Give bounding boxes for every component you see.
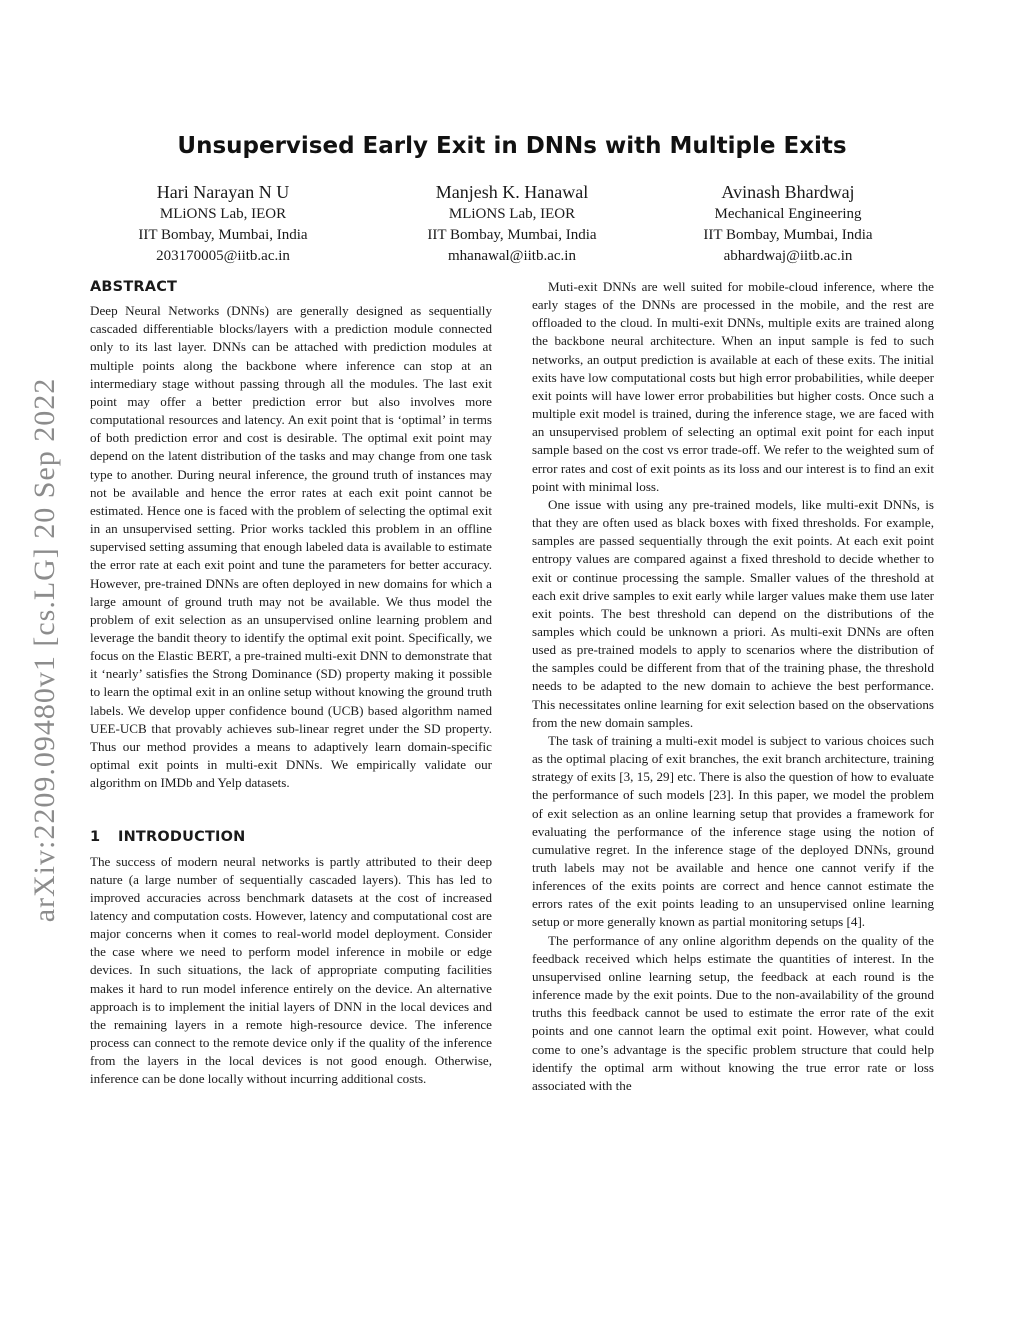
introduction-paragraph-1: The success of modern neural networks is partly attributed to their deep nature (a large number of sequentially cascaded layers). This has led to improved accuracies across benchmark datasets at the cost of increased latency and computation costs. However, latency and computational cost are major concerns when it comes to real-world model deployment. Consider the case where we need to perform model inference in mobile or edge devices. In such situations, the lack of appropriate computing facilities makes it hard to run model inference entirely on the device. An alternative approach is to implement the initial layers of DNN in the local devices and the remaining layers in a remote high-resource device. The inference process can connect to the remote device only if the quality of the inference from the layers in the local devices is not good enough. Otherwise, inference can be done locally without incurring additional costs.: [90, 853, 492, 1087]
author-name: Avinash Bhardwaj: [721, 182, 855, 202]
paper-title: Unsupervised Early Exit in DNNs with Multiple Exits: [177, 133, 847, 159]
body-paragraph-2: One issue with using any pre-trained models, like multi-exit DNNs, is that they are often used as black boxes with fixed thresholds. For example, samples are passed sequentially through the exit points. At each exit point entropy values are compared against a fixed threshold to decide whether to exit or continue processing the sample. Smaller values of the threshold at each exit drive samples to exit early while larger values make them use later exit points. The best threshold can depend on the distributions of the samples which could be unknown a priori. As multi-exit DNNs are often used as pre-trained models to apply to scenarios where the distribution of the samples could be different from that of the training phase, the threshold needs to be adapted to the new domain to achieve the best performance. This necessitates online learning for exit selection based on the observations from the new domain samples.: [532, 496, 934, 730]
author-affiliation: Mechanical Engineering: [714, 206, 862, 222]
author-email[interactable]: 203170005@iitb.ac.in: [156, 248, 290, 264]
author-name: Manjesh K. Hanawal: [435, 182, 589, 202]
right-column: [532, 278, 934, 1095]
body-paragraph-1: Muti-exit DNNs are well suited for mobile-cloud inference, where the early stages of the DNNs are processed in the mobile, and the rest are offloaded to the cloud. In multi-exit DNNs, multiple exits are trained along the backbone neural architecture. When an input sample is fed to such networks, an output prediction is available at each of these exits. The initial exits have low computational costs but high error probabilities, while deeper exit points will have lower error probabilities but higher costs. Once such a multiple exit model is trained, during the inference stage, we are faced with an unsupervised problem of selecting an optimal exit point for each input sample based on the cost vs error trade-off. We refer to the weighted sum of error rates and cost of exit points as its loss and our interest is to find an exit point with minimal loss.: [532, 279, 934, 494]
section-number: 1: [90, 829, 101, 846]
left-column: [90, 278, 492, 1089]
author-location: IIT Bombay, Mumbai, India: [427, 227, 597, 243]
author-name: Hari Narayan N U: [156, 182, 290, 202]
arxiv-identifier: arXiv:2209.09480v1 [cs.LG] 20 Sep 2022: [28, 377, 61, 923]
author-3: [648, 180, 928, 267]
author-location: IIT Bombay, Mumbai, India: [138, 227, 308, 243]
author-affiliation: MLiONS Lab, IEOR: [159, 206, 287, 222]
author-2: [372, 180, 652, 267]
author-1: [83, 180, 363, 267]
abstract-heading: ABSTRACT: [90, 279, 178, 295]
author-affiliation: MLiONS Lab, IEOR: [448, 206, 576, 222]
author-email[interactable]: mhanawal@iitb.ac.in: [448, 248, 576, 264]
abstract-text: Deep Neural Networks (DNNs) are generally designed as sequentially cascaded differentiable blocks/layers with a prediction module connected only to its last layer. DNNs can be attached with prediction modules at multiple points along the backbone where inference can stop at an intermediary stage without passing through all the modules. The last exit point may offer a better prediction error but also involves more computational resources and latency. An exit point that is ‘optimal’ in terms of both prediction error and cost is desirable. The optimal exit point may depend on the latent distribution of the tasks and may change from one task type to another. During neural inference, the ground truth of instances may not be available and hence the error rates at each exit point cannot be estimated. Hence one is faced with the problem of selecting the optimal exit in an unsupervised setting. Prior works tackled this problem in an offline supervised setting assuming that enough labeled data is available to estimate the error rate at each exit point and tune the parameters for better accuracy. However, pre-trained DNNs are often deployed in new domains for which a large amount of ground truth may not be available. We thus model the problem of exit selection as an unsupervised online learning problem and leverage the bandit theory to identify the optimal exit point. Specifically, we focus on the Elastic BERT, a pre-trained multi-exit DNN to demonstrate that it ‘nearly’ satisfies the Strong Dominance (SD) property making it possible to learn the optimal exit in an online setup without knowing the ground truth labels. We develop upper confidence bound (UCB) based algorithm named UEE-UCB that provably achieves sub-linear regret under the SD property. Thus our method provides a means to adaptively learn domain-specific optimal exit points in multi-exit DNNs. We empirically validate our algorithm on IMDb and Yelp datasets.: [90, 303, 492, 791]
author-email[interactable]: abhardwaj@iitb.ac.in: [723, 248, 853, 264]
body-paragraph-4: The performance of any online algorithm depends on the quality of the feedback received which helps estimate the quantities of interest. In the unsupervised online learning setup, the feedback at each round is the inference made by the exit points. Due to the non-availability of the ground truths this feedback cannot be used to estimate the error rate of the exit points and one cannot learn the optimal exit point. However, what could come to one’s advantage is the specific problem structure that could help identify the optimal arm without knowing the true error rate or loss associated with the: [532, 932, 934, 1093]
introduction-heading: [90, 828, 492, 846]
arxiv-sidebar: [22, 350, 68, 950]
section-title: INTRODUCTION: [118, 829, 246, 846]
author-block: [88, 180, 936, 270]
body-paragraph-3: The task of training a multi-exit model is subject to various choices such as the optimal placing of exit branches, the exit branch architecture, training strategy of exits [3, 15, 29] etc. There is also the question of how to evaluate the performance of such models [23]. In this paper, we model the problem of exit selection as an online learning setup that provides a framework for evaluating the performance of the inference stage using the notion of cumulative regret. In the inference stage of the deployed DNNs, ground truth labels may not be available and hence one cannot verify if the inferences of the exits points are correct and hence cannot estimate the errors rates of the exit points leading to an unsupervised online learning setup or more generally known as partial monitoring setups [4].: [532, 732, 934, 930]
author-location: IIT Bombay, Mumbai, India: [703, 227, 873, 243]
